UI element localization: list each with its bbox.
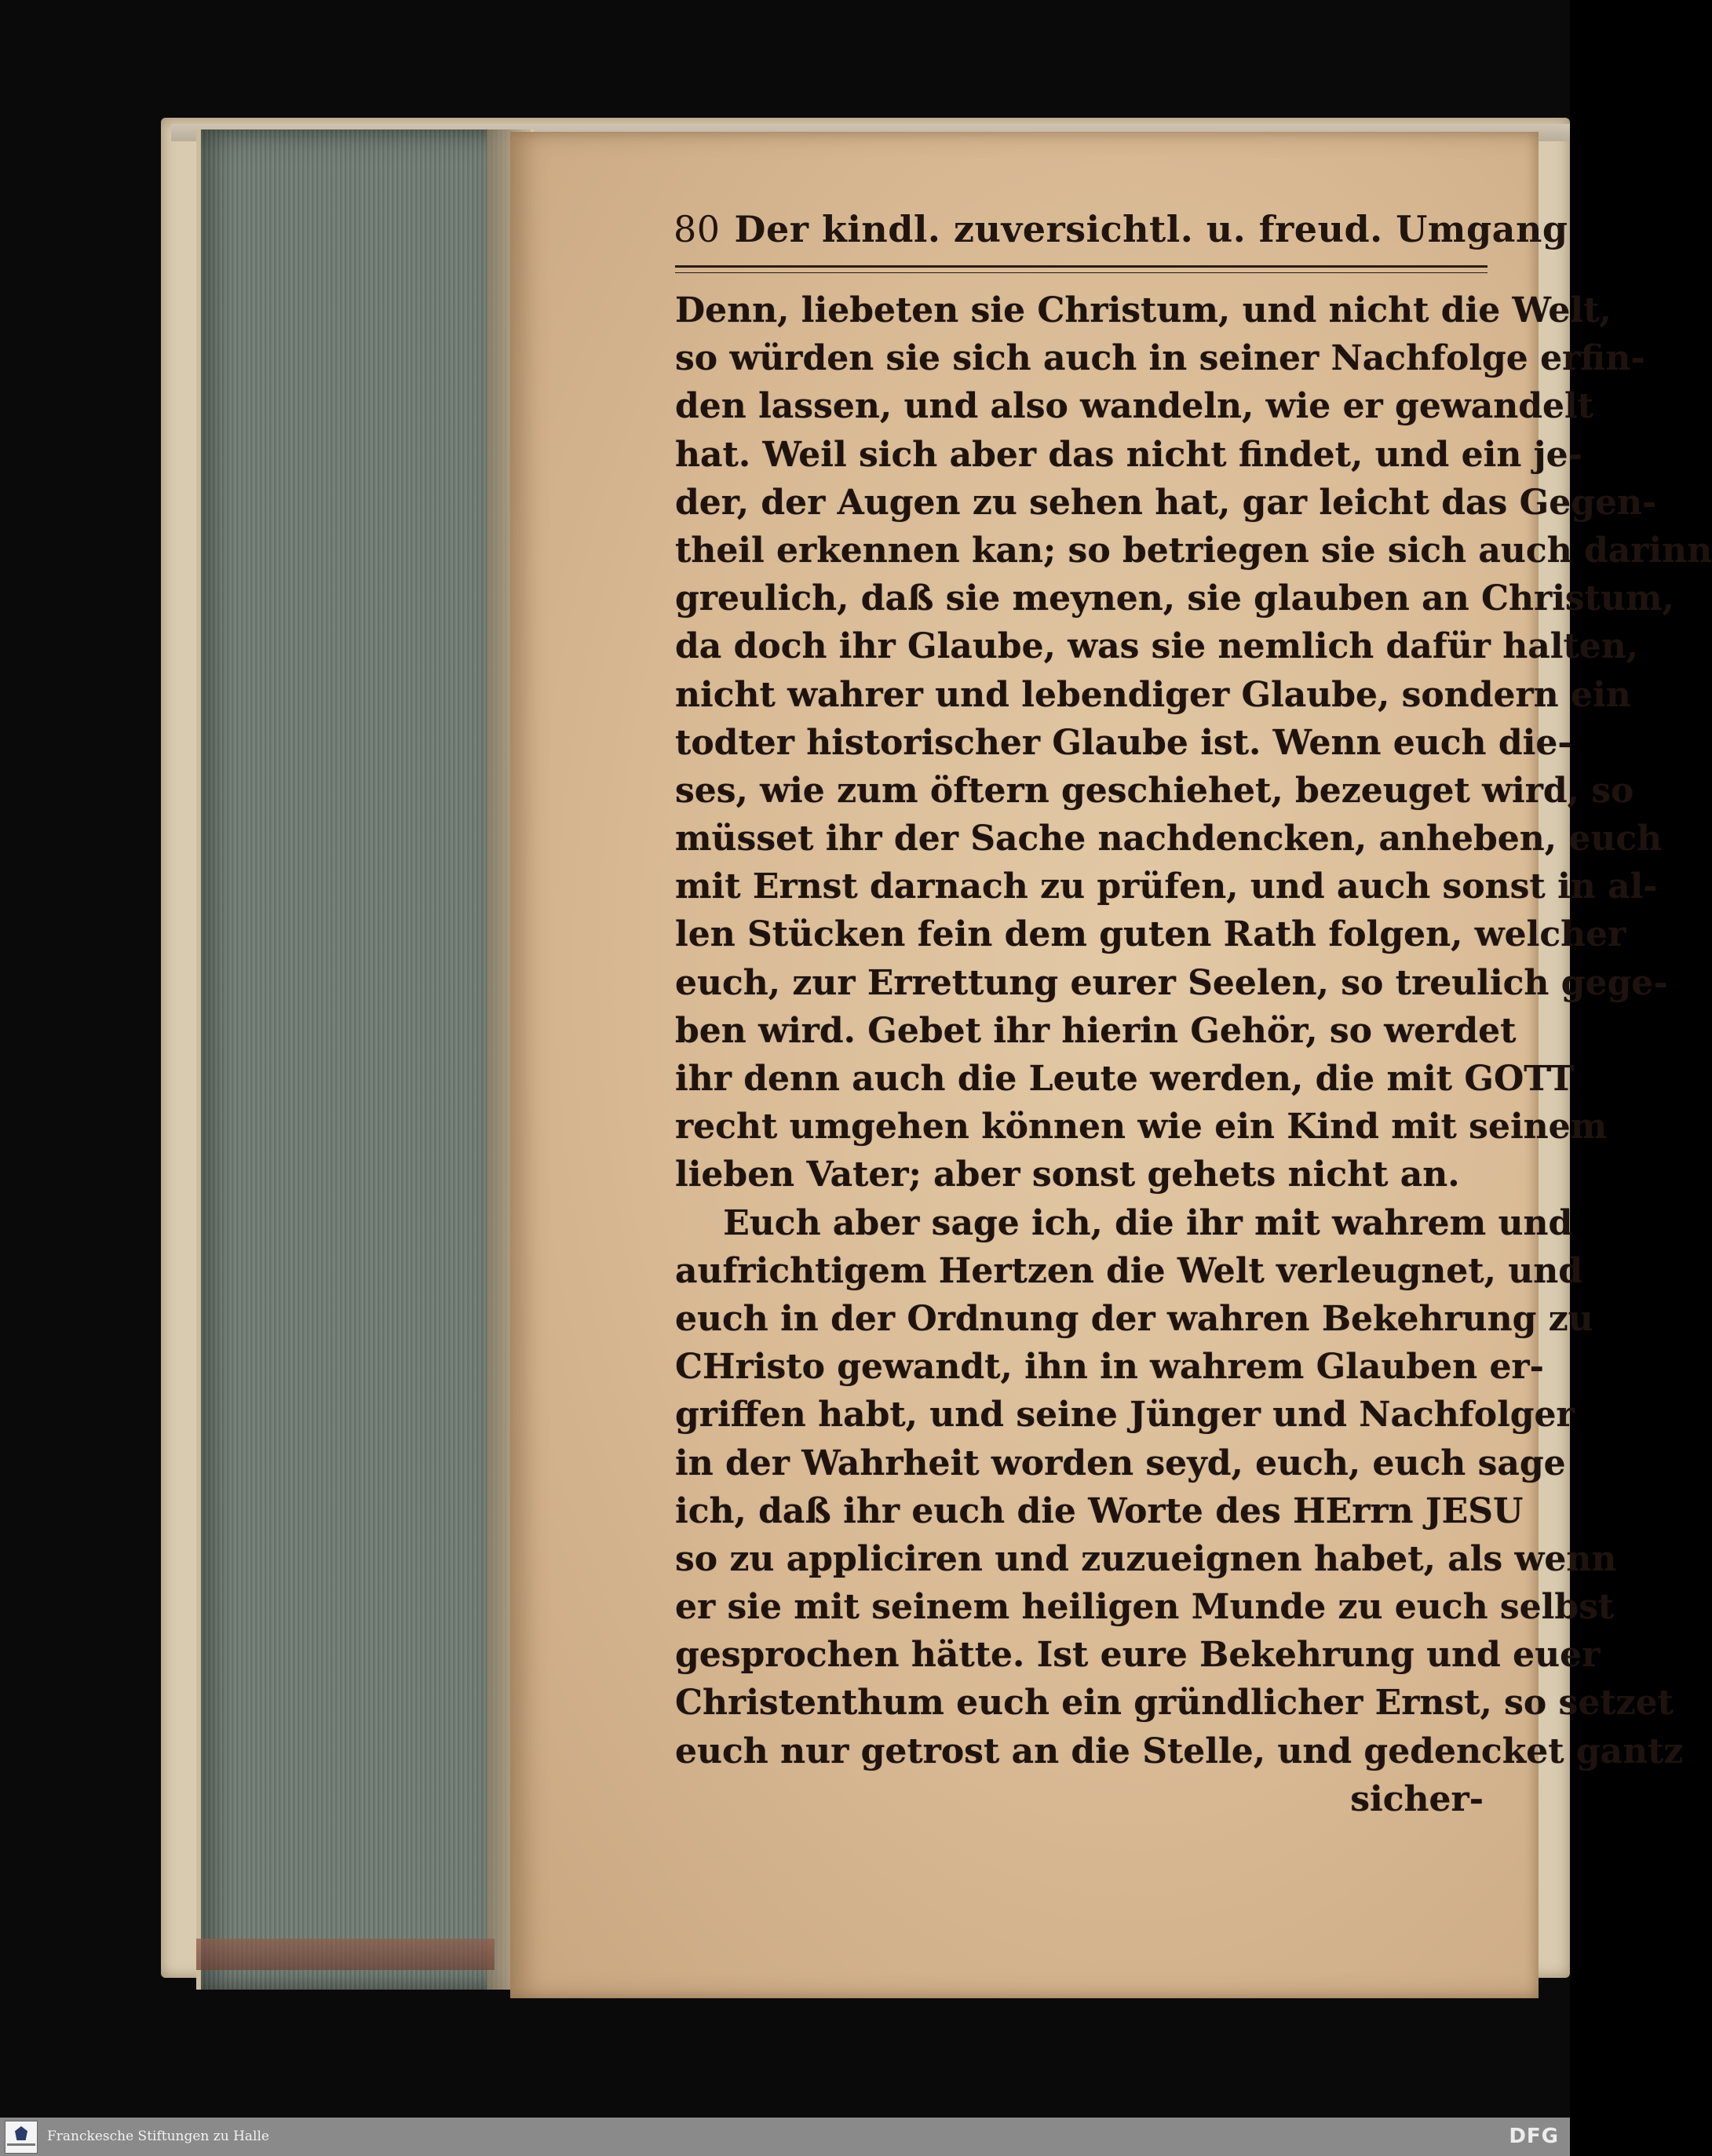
cover-edge xyxy=(196,1939,495,1970)
text-line: Denn, liebeten sie Christum, und nicht die Welt, xyxy=(675,290,1612,330)
text-line: gesprochen hätte. Ist eure Bekehrung und euer xyxy=(675,1635,1601,1676)
text-line: nicht wahrer und lebendiger Glaube, sondern ein xyxy=(675,674,1631,715)
text-line: ses, wie zum öftern geschiehet, bezeuget wird, so xyxy=(675,770,1634,811)
institution-name: Franckesche Stiftungen zu Halle xyxy=(47,2129,269,2144)
header-rule xyxy=(675,265,1488,273)
text-line: Euch aber sage ich, die ihr mit wahrem und xyxy=(675,1202,1573,1243)
text-line: er sie mit seinem heiligen Munde zu euch selbst xyxy=(675,1587,1615,1628)
text-line: in der Wahrheit worden seyd, euch, euch sage xyxy=(675,1443,1566,1483)
text-line: mit Ernst darnach zu prüfen, und auch sonst in al- xyxy=(675,866,1658,907)
text-line: ben wird. Gebet ihr hierin Gehör, so werdet xyxy=(675,1010,1517,1051)
page-number: 80 xyxy=(673,208,721,250)
text-line: der, der Augen zu sehen hat, gar leicht das Gegen- xyxy=(675,482,1657,523)
text-line: müsset ihr der Sache nachdencken, anheben, euch xyxy=(675,819,1663,859)
text-line: greulich, daß sie meynen, sie glauben an Christum, xyxy=(675,578,1674,619)
francke-foundations-logo-icon xyxy=(5,2121,38,2154)
text-line: euch in der Ordnung der wahren Bekehrung zu xyxy=(675,1298,1593,1339)
text-line: euch nur getrost an die Stelle, und gedencket gantz xyxy=(675,1731,1684,1771)
text-line: hat. Weil sich aber das nicht findet, und ein je- xyxy=(675,434,1582,475)
dfg-logo: DFG xyxy=(1509,2125,1559,2148)
text-line: griffen habt, und seine Jünger und Nachfolger xyxy=(675,1395,1575,1436)
running-head-title: Der kindl. zuversichtl. u. freud. Umgang xyxy=(734,208,1568,250)
text-line: todter historischer Glaube ist. Wenn euch die- xyxy=(675,722,1572,763)
text-line: ihr denn auch die Leute werden, die mit GOTT xyxy=(675,1059,1575,1099)
text-line: recht umgehen können wie ein Kind mit seinem xyxy=(675,1107,1608,1147)
text-line: theil erkennen kan; so betriegen sie sich auch darinn xyxy=(675,530,1712,571)
text-line: lieben Vater; aber sonst gehets nicht an. xyxy=(675,1155,1460,1195)
text-line: euch, zur Errettung eurer Seelen, so treulich gege- xyxy=(675,962,1668,1003)
fore-edge-pages xyxy=(196,130,531,1990)
catchword: sicher- xyxy=(1350,1778,1484,1819)
logo-mark xyxy=(15,2126,27,2140)
text-line: so zu appliciren und zuzueignen habet, als wenn xyxy=(675,1538,1617,1579)
text-line: da doch ihr Glaube, was sie nemlich dafür halten, xyxy=(675,626,1639,667)
text-line: Christenthum euch ein gründlicher Ernst, so setzet xyxy=(675,1683,1674,1724)
text-line: CHristo gewandt, ihn in wahrem Glauben er- xyxy=(675,1347,1544,1388)
text-line: aufrichtigem Hertzen die Welt verleugnet, und xyxy=(675,1250,1583,1291)
viewer-footer xyxy=(0,2118,1570,2156)
text-line: len Stücken fein dem guten Rath folgen, welcher xyxy=(675,914,1626,955)
text-line: ich, daß ihr euch die Worte des HErrn JESU xyxy=(675,1490,1524,1531)
text-line: so würden sie sich auch in seiner Nachfolge erfin- xyxy=(675,338,1645,379)
running-head xyxy=(673,208,1568,250)
text-line: den lassen, und also wandeln, wie er gewandelt xyxy=(675,386,1593,427)
body-text xyxy=(675,286,1712,1823)
logo-caption xyxy=(7,2143,35,2146)
